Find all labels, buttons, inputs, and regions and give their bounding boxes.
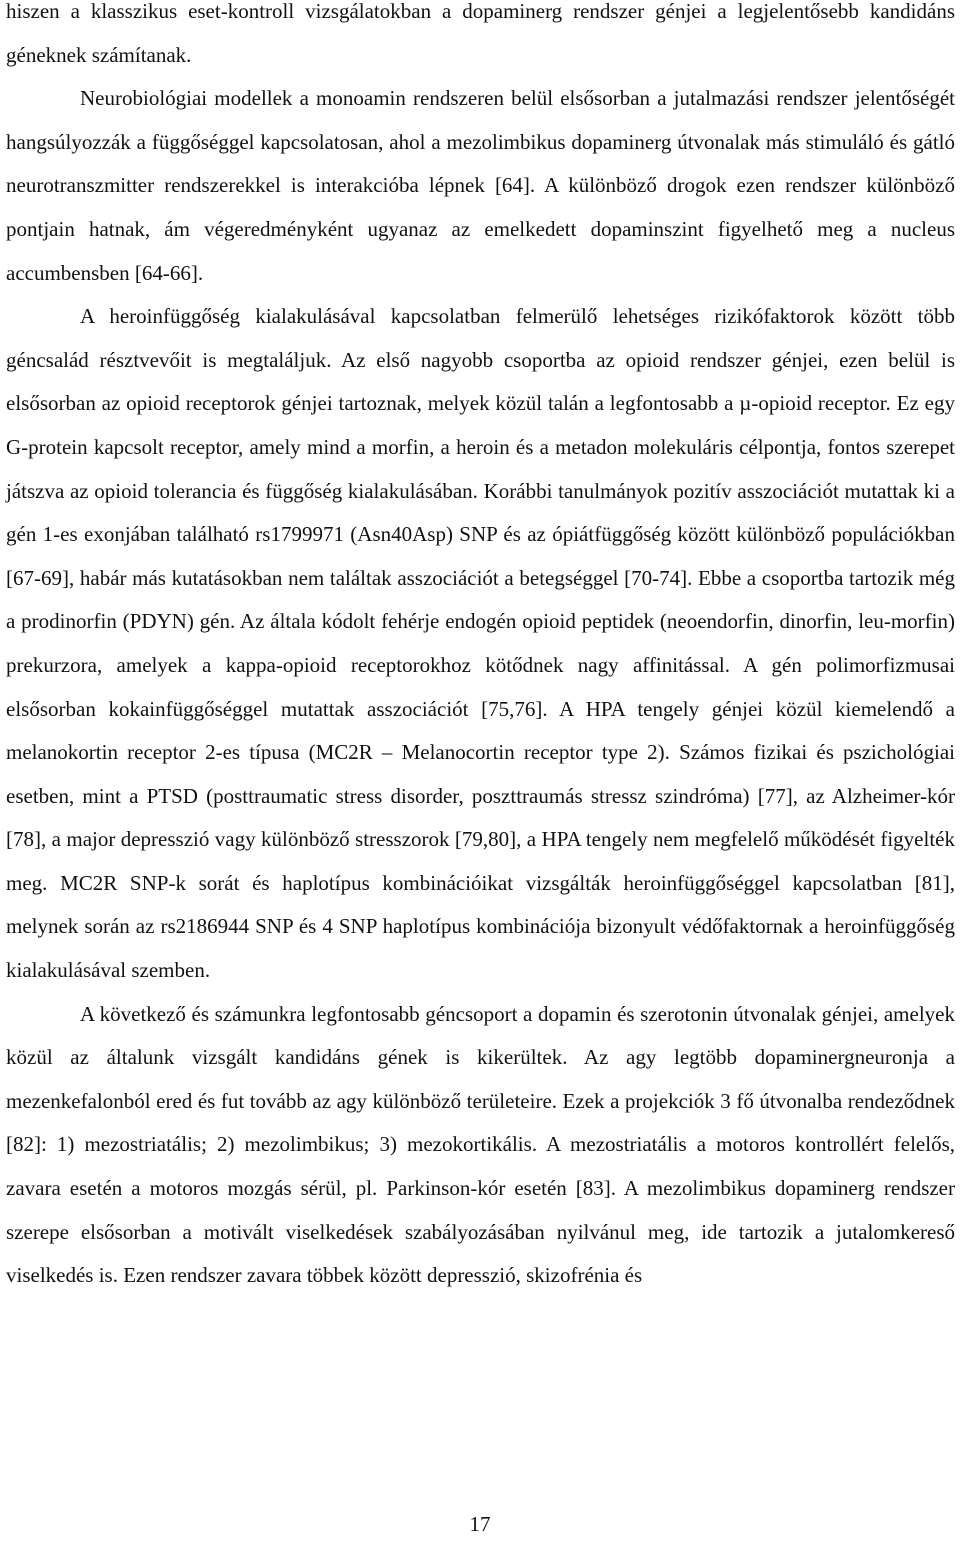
paragraph: A heroinfüggőség kialakulásával kapcsolatban felmerülő lehetséges rizikófaktorok között több géncsalád résztvevőit is megtaláljuk. Az első nagyobb csoportba az opioid rendszer génjei, ezen belül is elsősorban az opioid receptorok génjei tartoznak, melyek közül talán a legfontosabb a µ-opioid receptor. Ez egy G-protein kapcsolt receptor, amely mind a morfin, a heroin és a metadon molekuláris célpontja, fontos szerepet játszva az opioid tolerancia és függőség kialakulásában. Korábbi tanulmányok pozitív asszociációt mutattak ki a gén 1-es exonjában található rs1799971 (Asn40Asp) SNP és az ópiátfüggőség között különböző populációkban [67-69], habár más kutatásokban nem találtak asszociációt a betegséggel [70-74]. Ebbe a csoportba tartozik még a prodinorfin (PDYN) gén. Az általa kódolt fehérje endogén opioid peptidek (neoendorfin, dinorfin, leu-morfin) prekurzora, amelyek a kappa-opioid receptorokhoz kötődnek nagy affinitással. A gén polimorfizmusai elsősorban kokainfüggőséggel mutattak asszociációt [75,76]. A HPA tengely génjei közül kiemelendő a melanokortin receptor 2-es típusa (MC2R – Melanocortin receptor type 2). Számos fizikai és pszichológiai esetben, mint a PTSD (posttraumatic stress disorder, poszttraumás stressz szindróma) [77], az Alzheimer-kór [78], a major depresszió vagy különböző stresszorok [79,80], a HPA tengely nem megfelelő működését figyelték meg. MC2R SNP-k sorát és haplotípus kombinációikat vizsgálták heroinfüggőséggel kapcsolatban [81], melynek során az rs2186944 SNP és 4 SNP haplotípus kombinációja bizonyult védőfaktornak a heroinfüggőség kialakulásával szemben. bbox=[6, 304, 955, 983]
page-number: 17 bbox=[469, 1512, 491, 1536]
paragraph: Neurobiológiai modellek a monoamin rendszeren belül elsősorban a jutalmazási rendszer jelentőségét hangsúlyozzák a függőséggel kapcsolatosan, ahol a mezolimbikus dopaminerg útvonalak más stimuláló és gátló neurotranszmitter rendszerekkel is interakcióba lépnek [64]. A különböző drogok ezen rendszer különböző pontjain hatnak, ám végeredményként ugyanaz az emelkedett dopaminszint figyelhető meg a nucleus accumbensben [64-66]. bbox=[6, 86, 955, 285]
paragraph: hiszen a klasszikus eset-kontroll vizsgálatokban a dopaminerg rendszer génjei a legjelentősebb kandidáns géneknek számítanak. bbox=[6, 0, 955, 67]
paragraph: A következő és számunkra legfontosabb géncsoport a dopamin és szerotonin útvonalak génjei, amelyek közül az általunk vizsgált kandidáns gének is kikerültek. Az agy legtöbb dopaminergneuronja a mezenkefalonból ered és fut tovább az agy különböző területeire. Ezek a projekciók 3 fő útvonalba rendeződnek [82]: 1) mezostriatális; 2) mezolimbikus; 3) mezokortikális. A mezostriatális a motoros kontrollért felelős, zavara esetén a motoros mozgás sérül, pl. Parkinson-kór esetén [83]. A mezolimbikus dopaminerg rendszer szerepe elsősorban a motivált viselkedések szabályozásában nyilvánul meg, ide tartozik a jutalomkereső viselkedés is. Ezen rendszer zavara többek között depresszió, skizofrénia és bbox=[6, 1001, 955, 1288]
body-text bbox=[6, 0, 955, 1298]
